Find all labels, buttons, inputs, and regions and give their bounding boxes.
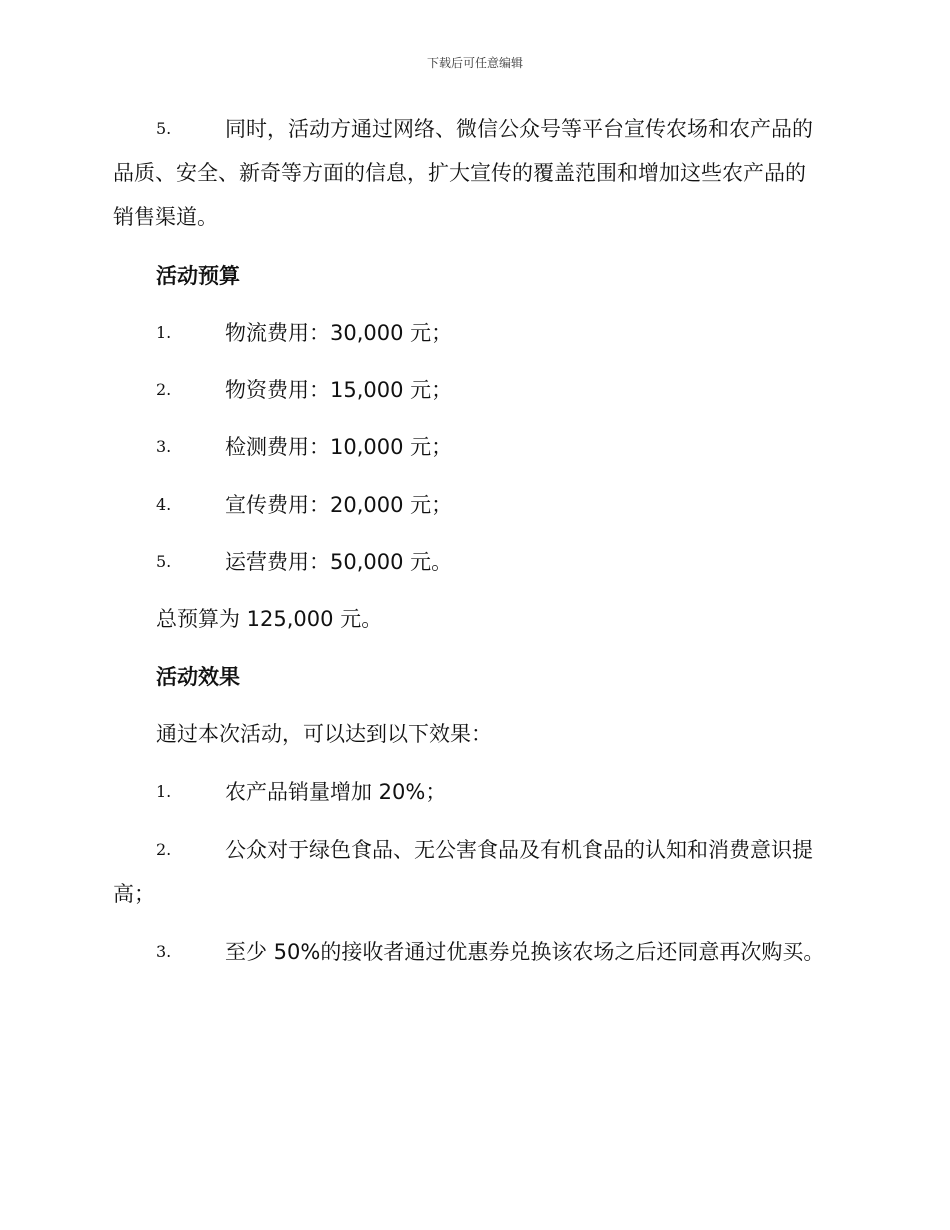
section-heading-effects: 活动效果 <box>156 665 240 689</box>
list-number: 1. <box>156 782 172 801</box>
effects-intro: 通过本次活动，可以达到以下效果： <box>156 722 492 746</box>
budget-item: 检测费用：10,000 元； <box>225 435 453 459</box>
budget-total: 总预算为 125,000 元。 <box>156 607 383 631</box>
list-number: 2. <box>156 840 172 859</box>
list-number: 2. <box>156 380 172 399</box>
list-number: 5. <box>156 119 172 138</box>
budget-item: 物资费用：15,000 元； <box>225 378 453 402</box>
page-header: 下载后可任意编辑 <box>426 56 523 70</box>
effect-item: 公众对于绿色食品、无公害食品及有机食品的认知和消费意识提 <box>225 838 813 862</box>
list-number: 3. <box>156 437 172 456</box>
effect-item: 农产品销量增加 20%； <box>225 780 447 804</box>
paragraph-line: 品质、安全、新奇等方面的信息，扩大宣传的覆盖范围和增加这些农产品的 <box>113 161 806 185</box>
effect-item: 至少 50%的接收者通过优惠券兑换该农场之后还同意再次购买。 <box>225 940 825 964</box>
list-number: 1. <box>156 323 172 342</box>
budget-item: 运营费用：50,000 元。 <box>225 550 453 574</box>
section-heading-budget: 活动预算 <box>156 264 240 288</box>
paragraph-line: 销售渠道。 <box>113 205 218 229</box>
list-number: 3. <box>156 942 172 961</box>
budget-item: 宣传费用：20,000 元； <box>225 493 453 517</box>
paragraph-line: 同时，活动方通过网络、微信公众号等平台宣传农场和农产品的 <box>225 117 813 141</box>
list-number: 4. <box>156 495 172 514</box>
effect-item-continuation: 高； <box>113 882 155 906</box>
list-number: 5. <box>156 552 172 571</box>
budget-item: 物流费用：30,000 元； <box>225 321 453 345</box>
